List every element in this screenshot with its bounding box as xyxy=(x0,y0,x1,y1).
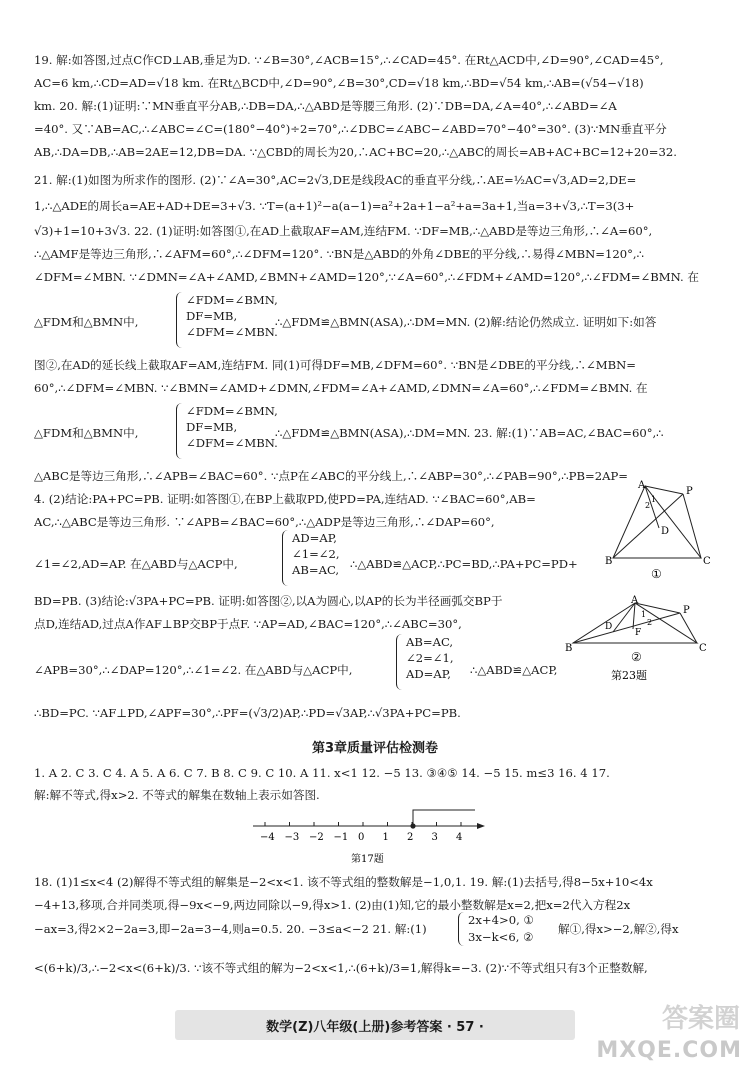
text-line: ∴△ABD≌△ACP,∴PC=BD,∴PA+PC=PD+ xyxy=(350,557,578,571)
text-line: ∠DFM=∠MBN. ∵∠DMN=∠A+∠AMD,∠BMN+∠AMD=120°,∵∠A=60°,∴∠FDM+∠AMD=120°,∴∠FDM=∠BMN. 在 xyxy=(34,270,699,284)
number-line-label: 0 xyxy=(358,832,365,843)
number-line-label: −3 xyxy=(284,832,300,843)
text-line: ∴△FDM≌△BMN(ASA),∴DM=MN. 23. 解:(1)∵AB=AC,∠BAC=60°,∴ xyxy=(275,426,664,440)
svg-text:B: B xyxy=(605,556,613,567)
number-line-label: 4 xyxy=(456,832,463,843)
svg-text:1: 1 xyxy=(641,610,647,619)
text-line: ∠1=∠2,AD=AP. 在△ABD与△ACP中, xyxy=(34,557,238,571)
brace-equations: ∠FDM=∠BMN, DF=MB, ∠DFM=∠MBN. xyxy=(186,404,278,450)
text-line: √3)+1=10+3√3. 22. (1)证明:如答图①,在AD上截取AF=AM,连结FM. ∵DF=MB,∴△ABD是等边三角形,∴∠A=60°, xyxy=(34,224,653,238)
svg-text:第23题: 第23题 xyxy=(611,669,647,682)
text-line: 60°,∴∠DFM=∠MBN. ∵∠BMN=∠AMD+∠DMN,∠FDM=∠A+∠AMD,∠DMN=∠A=60°,∴∠FDM=∠BMN. 在 xyxy=(34,381,648,395)
text-line: −4+13,移项,合并同类项,得−9x<−9,两边同除以−9,得x>1. (2)由(1)知,它的最小整数解是x=2,把x=2代入方程2x xyxy=(34,898,631,912)
svg-text:D: D xyxy=(661,526,670,537)
text-line: ∴△ABD≌△ACP, xyxy=(470,663,558,677)
svg-text:A: A xyxy=(638,480,646,491)
text-line: △ABC是等边三角形,∴∠APB=∠BAC=60°. ∵点P在∠ABC的平分线上,∴∠ABP=30°,∴∠PAB=90°,∴PB=2AP= xyxy=(34,469,628,483)
text-line: 21. 解:(1)如图为所求作的图形. (2)∵∠A=30°,AC=2√3,DE是线段AC的垂直平分线,∴AE=½AC=√3,AD=2,DE= xyxy=(34,173,637,187)
text-line: ∴BD=PC. ∵AF⊥PD,∠APF=30°,∴PF=(√3/2)AP,∴PD=√3AP,∴√3PA+PC=PB. xyxy=(34,706,461,720)
text-line: 18. (1)1≤x<4 (2)解得不等式组的解集是−2<x<1. 该不等式组的整数解是−1,0,1. 19. 解:(1)去括号,得8−5x+10<4x xyxy=(34,875,653,889)
number-line-caption: 第17题 xyxy=(351,854,384,865)
number-line-label: −2 xyxy=(309,832,324,843)
text-line: 解①,得x>−2,解②,得x xyxy=(558,922,679,936)
text-line: km. 20. 解:(1)证明:∵MN垂直平分AB,∴DB=DA,∴△ABD是等腰三角形. (2)∵DB=DA,∠A=40°,∴∠ABD=∠A xyxy=(34,99,617,113)
text-line: AC,∴△ABC是等边三角形. ∵∠APB=∠BAC=60°,∴△ADP是等边三角形,∴∠DAP=60°, xyxy=(34,515,495,529)
svg-text:①: ① xyxy=(651,567,662,580)
text-line: 4. (2)结论:PA+PC=PB. 证明:如答图①,在BP上截取PD,使PD=PA,连结AD. ∵∠BAC=60°,AB= xyxy=(34,492,536,506)
svg-text:P: P xyxy=(686,486,693,497)
svg-text:2: 2 xyxy=(645,501,651,510)
svg-text:F: F xyxy=(635,628,642,638)
text-line: 19. 解:如答图,过点C作CD⊥AB,垂足为D. ∵∠B=30°,∠ACB=15°,∴∠CAD=45°. 在Rt△ACD中,∠D=90°,∠CAD=45°, xyxy=(34,53,664,67)
text-line: AC=6 km,∴CD=AD=√18 km. 在Rt△BCD中,∠D=90°,∠B=30°,CD=√18 km,∴BD=√54 km,∴AB=(√54−√18) xyxy=(34,76,644,90)
svg-text:A: A xyxy=(631,595,639,606)
page-footer xyxy=(175,1010,575,1040)
watermark-logo: 答案圈 xyxy=(661,1004,740,1034)
svg-text:C: C xyxy=(699,643,707,654)
number-line-label: −4 xyxy=(260,832,275,843)
text-line: BD=PB. (3)结论:√3PA+PC=PB. 证明:如答图②,以A为圆心,以AP的长为半径画弧交BP于 xyxy=(34,594,503,608)
figure-23-2 xyxy=(565,595,715,685)
svg-text:②: ② xyxy=(631,650,642,664)
watermark-url: MXQE.COM xyxy=(596,1038,742,1063)
number-line-label: 2 xyxy=(407,832,414,843)
text-line: 解:解不等式,得x>2. 不等式的解集在数轴上表示如答图. xyxy=(34,788,320,802)
brace-equations: AB=AC, ∠2=∠1, AD=AP, xyxy=(406,635,454,681)
svg-text:P: P xyxy=(683,605,690,616)
number-line-label: −1 xyxy=(333,832,349,843)
text-line: =40°. 又∵AB=AC,∴∠ABC=∠C=(180°−40°)÷2=70°,∴∠DBC=∠ABC−∠ABD=70°−40°=30°. (3)∵MN垂直平分 xyxy=(34,122,667,136)
svg-text:B: B xyxy=(565,643,573,654)
brace-equations: ∠FDM=∠BMN, DF=MB, ∠DFM=∠MBN. xyxy=(186,293,278,339)
q21-system: 2x+4>0, ① 3x−k<6, ② xyxy=(468,913,534,944)
text-line: −ax=3,得2×2−2a=3,即−2a=3−4,则a=0.5. 20. −3≤a<−2 21. 解:(1) xyxy=(34,922,427,936)
text-line: 1,∴△ADE的周长a=AE+AD+DE=3+√3. ∵T=(a+1)²−a(a−1)=a²+2a+1−a²+a=3a+1,当a=3+√3,∴T=3(3+ xyxy=(34,199,635,213)
svg-text:D: D xyxy=(605,622,613,632)
svg-text:C: C xyxy=(703,556,711,567)
text-line: <(6+k)/3,∴−2<x<(6+k)/3. ∵该不等式组的解为−2<x<1,∴(6+k)/3=1,解得k=−3. (2)∵不等式组只有3个正整数解, xyxy=(34,961,648,975)
number-line-figure xyxy=(245,804,495,866)
brace-equations: AD=AP, ∠1=∠2, AB=AC, xyxy=(292,531,340,577)
svg-text:2: 2 xyxy=(647,618,653,627)
text-line: ∴△FDM≌△BMN(ASA),∴DM=MN. (2)解:结论仍然成立. 证明如下:如答 xyxy=(275,315,657,329)
text-line: AB,∴DA=DB,∴AB=2AE=12,DB=DA. ∵△CBD的周长为20,∴AC+BC=20,∴△ABC的周长=AB+AC+BC=12+20=32. xyxy=(34,145,677,159)
text-line: ∴△AMF是等边三角形,∴∠AFM=60°,∴∠DFM=120°. ∵BN是△ABD的外角∠DBE的平分线,∴易得∠MBN=120°,∴ xyxy=(34,247,644,261)
footer-text: 数学(Z)八年级(上册)参考答案 · 57 · xyxy=(266,1020,484,1035)
number-line-label: 3 xyxy=(431,832,438,843)
text-line: ∠APB=30°,∴∠DAP=120°,∴∠1=∠2. 在△ABD与△ACP中, xyxy=(34,663,353,677)
svg-text:1: 1 xyxy=(651,495,657,504)
figure-23-1 xyxy=(605,480,725,580)
text-line: △FDM和△BMN中, xyxy=(34,426,139,440)
answers-line: 1. A 2. C 3. C 4. A 5. A 6. C 7. B 8. C 9. C 10. A 11. x<1 12. −5 13. ③④⑤ 14. −5 15. m≤3 16. 4 17. xyxy=(34,766,610,780)
text-line: 点D,连结AD,过点A作AF⊥BP交BP于点F. ∵AP=AD,∠BAC=120°,∴∠ABC=30°, xyxy=(34,617,462,631)
text-line: △FDM和△BMN中, xyxy=(34,315,139,329)
text-line: 图②,在AD的延长线上截取AF=AM,连结FM. 同(1)可得DF=MB,∠DFM=60°. ∵BN是∠DBE的平分线,∴∠MBN= xyxy=(34,358,636,372)
number-line-label: 1 xyxy=(382,832,389,843)
section-title: 第3章质量评估检测卷 xyxy=(311,741,439,756)
